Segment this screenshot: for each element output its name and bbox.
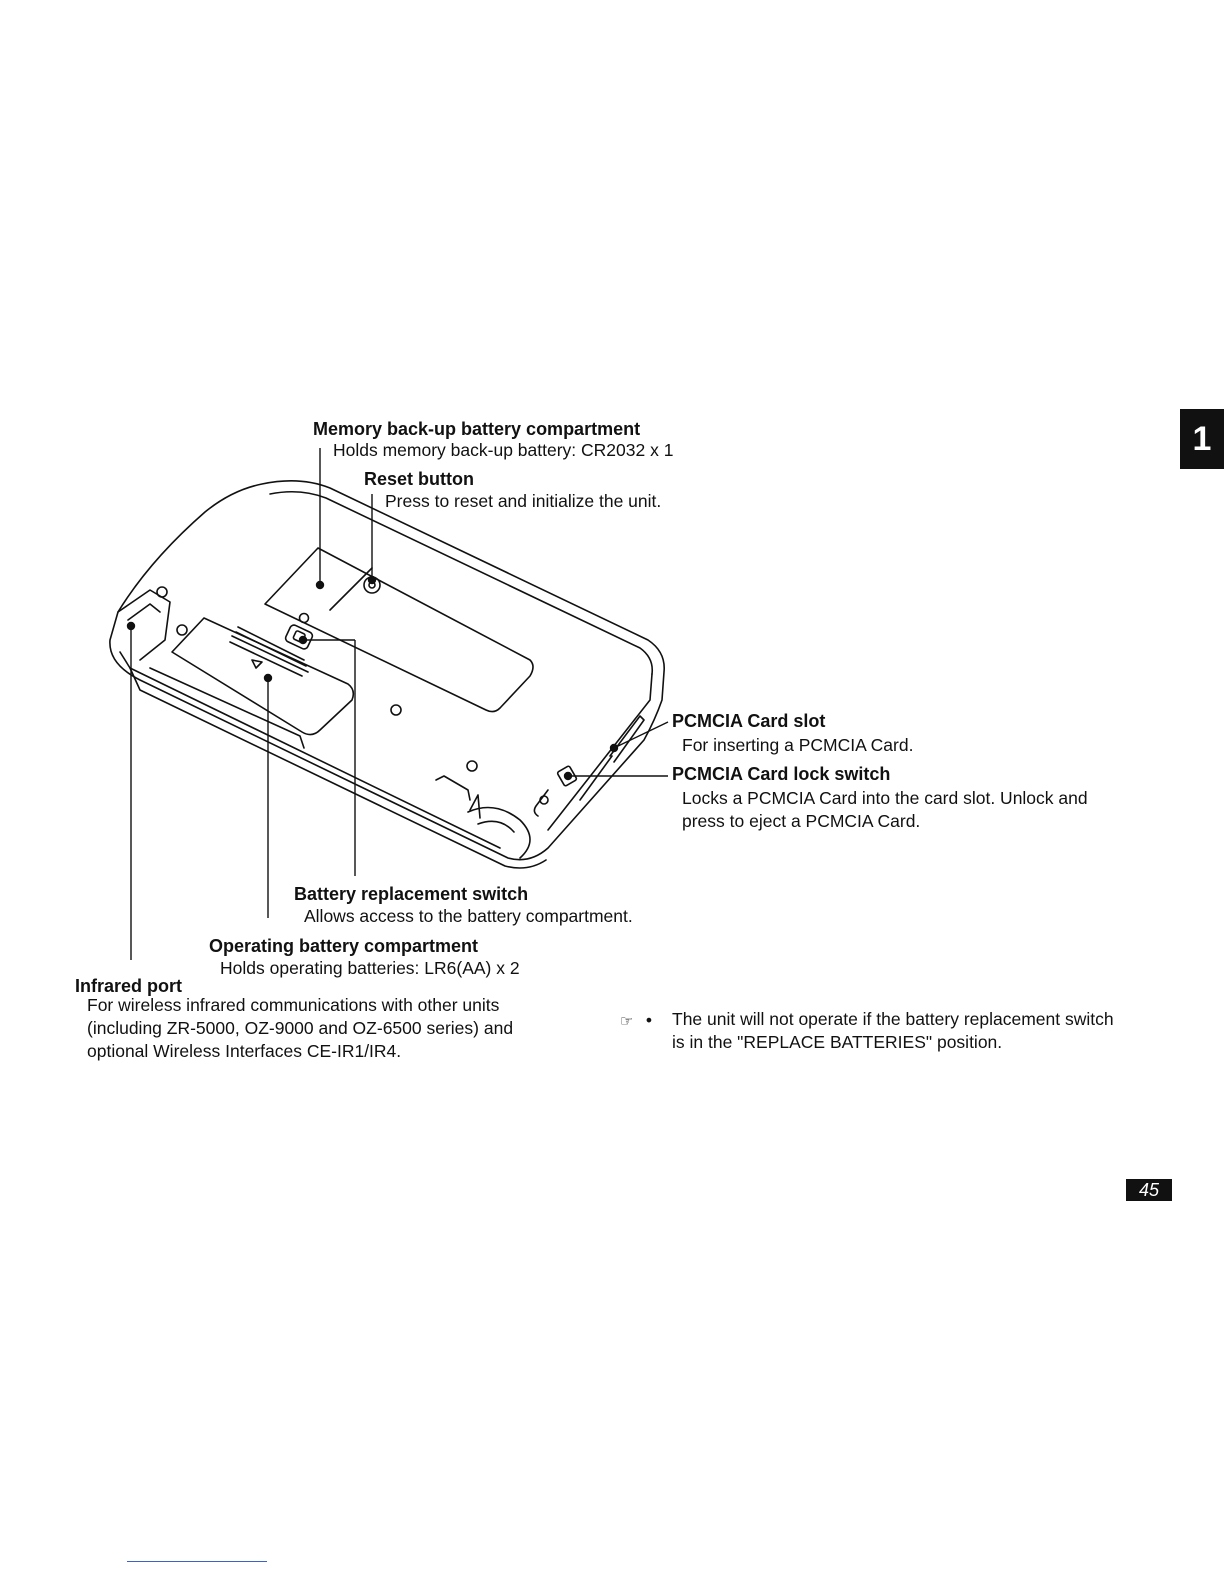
note-row <box>620 1010 652 1031</box>
reset-button-title: Reset button <box>364 469 474 489</box>
pcmcia-lock-switch-title: PCMCIA Card lock switch <box>672 764 891 784</box>
reset-button-desc: Press to reset and initialize the unit. <box>385 491 662 511</box>
chapter-tab: 1 <box>1180 409 1224 469</box>
note-bullet: • <box>645 1010 653 1030</box>
battery-replacement-switch-desc: Allows access to the battery compartment. <box>304 906 633 926</box>
operating-battery-desc: Holds operating batteries: LR6(AA) x 2 <box>220 958 520 978</box>
pcmcia-lock-switch-desc: Locks a PCMCIA Card into the card slot. Unlock and press to eject a PCMCIA Card. <box>682 788 1088 831</box>
note-text: The unit will not operate if the battery replacement switch is in the "REPLACE BATTERIES" position. <box>672 1009 1114 1052</box>
operating-battery-title: Operating battery compartment <box>209 936 479 956</box>
infrared-port-desc: For wireless infrared communications with other units (including ZR-5000, OZ-9000 and OZ-6500 series) and optional Wireless Interfaces CE-IR1/IR4. <box>87 995 514 1061</box>
pointing-hand-icon: ☞ <box>620 1013 634 1030</box>
pcmcia-slot-desc: For inserting a PCMCIA Card. <box>682 735 914 755</box>
footer-line <box>127 1561 267 1562</box>
memory-backup-battery-desc: Holds memory back-up battery: CR2032 x 1 <box>333 440 674 460</box>
pcmcia-slot-title: PCMCIA Card slot <box>672 711 826 731</box>
page-number: 45 <box>1126 1179 1172 1201</box>
device-outline <box>110 481 664 860</box>
infrared-port-title: Infrared port <box>75 976 183 996</box>
memory-backup-battery-title: Memory back-up battery compartment <box>313 419 641 439</box>
battery-replacement-switch-title: Battery replacement switch <box>294 884 529 904</box>
